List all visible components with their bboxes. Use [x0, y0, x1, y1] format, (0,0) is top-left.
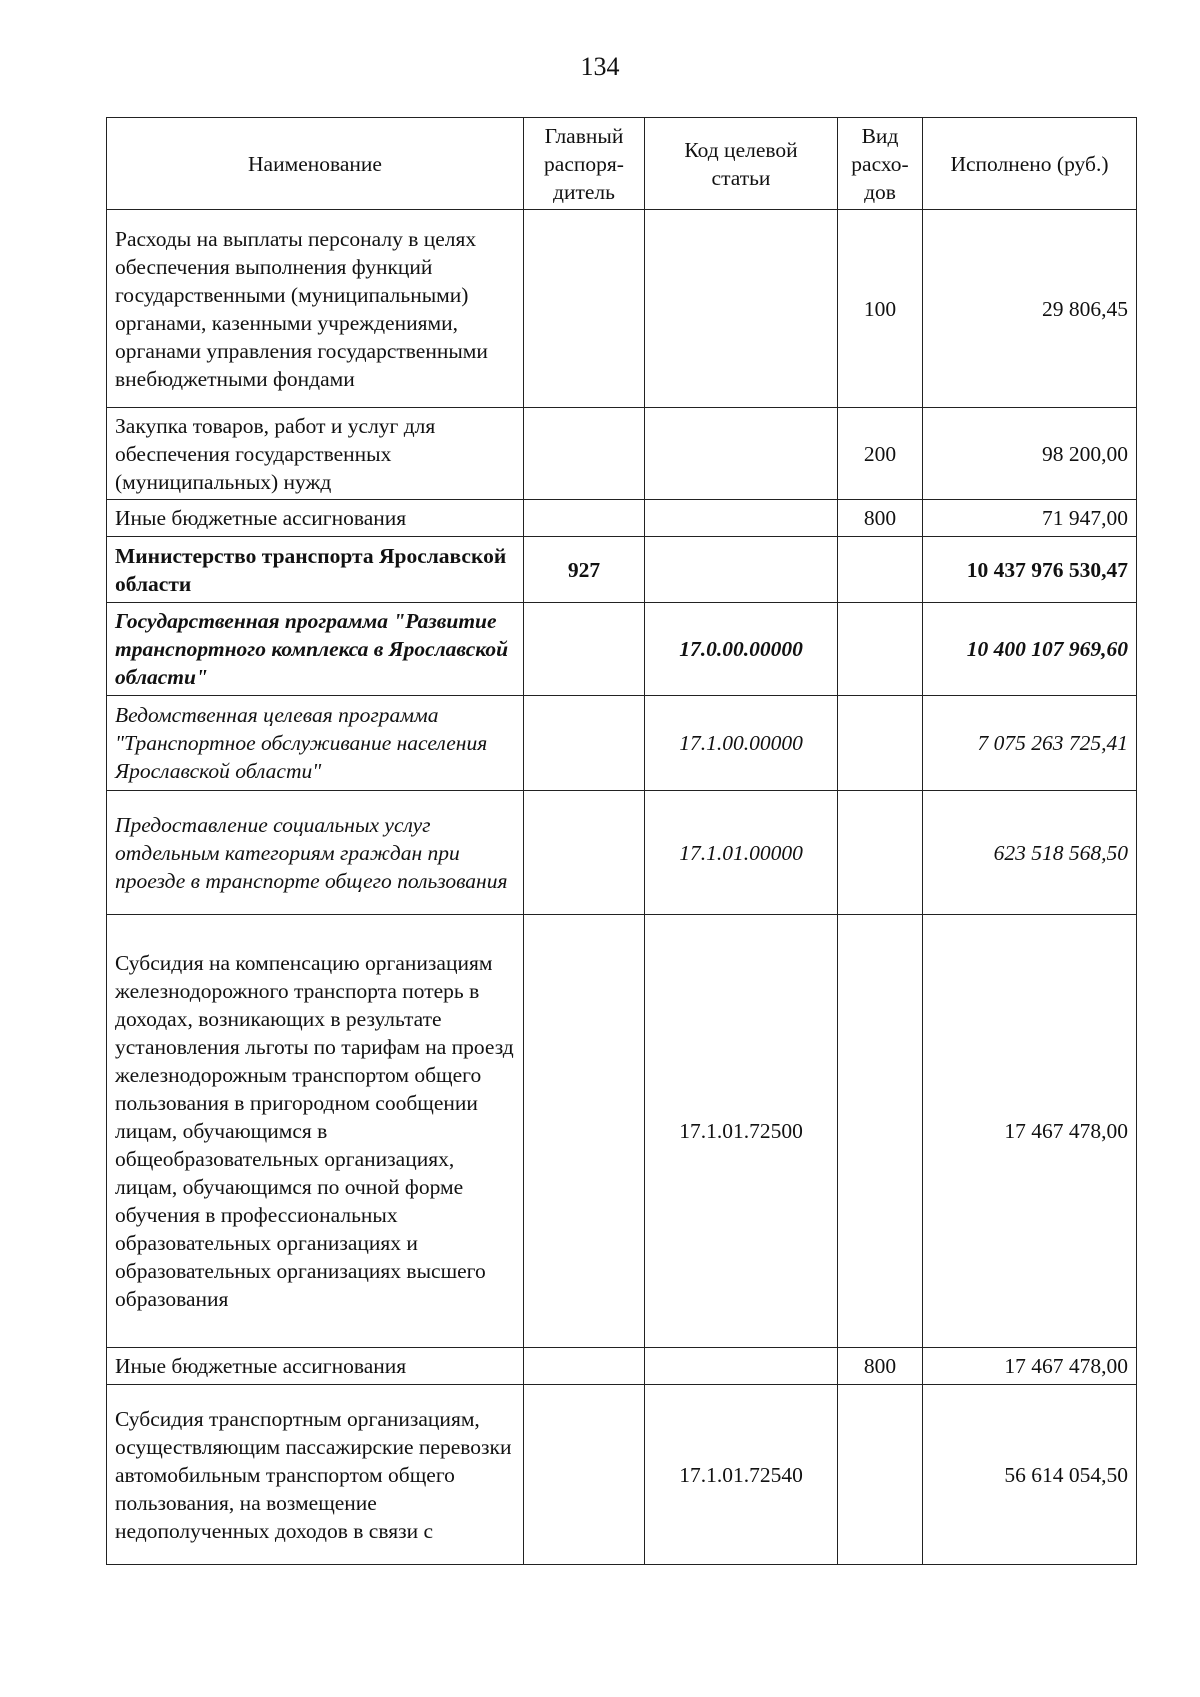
- row-expense-type: [838, 791, 923, 915]
- row-expense-type: 200: [838, 408, 923, 500]
- row-main-administrator: [524, 500, 645, 537]
- row-main-administrator: [524, 603, 645, 696]
- row-amount: 10 437 976 530,47: [923, 537, 1137, 603]
- table-header-row: [107, 118, 1137, 210]
- header-target-code: Код целевой статьи: [645, 118, 838, 210]
- row-expense-type: 800: [838, 1348, 923, 1385]
- table-row: [107, 408, 1137, 500]
- row-main-administrator: 927: [524, 537, 645, 603]
- row-target-code: 17.1.01.72540: [645, 1385, 838, 1565]
- table-row: [107, 500, 1137, 537]
- row-expense-type: [838, 1385, 923, 1565]
- row-target-code: 17.0.00.00000: [645, 603, 838, 696]
- row-amount: 623 518 568,50: [923, 791, 1137, 915]
- row-name: Субсидия на компенсацию организациям железнодорожного транспорта потерь в доходах, возникающих в результате установления льготы по тарифам на проезд железнодорожным транспортом общего пользования в пригородном сообщении лицам, обучающимся в общеобразовательных организациях, лицам, обучающимся по очной форме обучения в профессиональных образовательных организациях и образовательных организациях высшего образования: [107, 915, 524, 1348]
- row-name: Министерство транспорта Ярославской области: [107, 537, 524, 603]
- row-amount: 98 200,00: [923, 408, 1137, 500]
- header-main-administrator: Главный распоря-дитель: [524, 118, 645, 210]
- row-main-administrator: [524, 210, 645, 408]
- row-target-code: [645, 1348, 838, 1385]
- row-name: Государственная программа "Развитие транспортного комплекса в Ярославской области": [107, 603, 524, 696]
- row-expense-type: [838, 915, 923, 1348]
- row-name: Субсидия транспортным организациям, осуществляющим пассажирские перевозки автомобильным транспортом общего пользования, на возмещение недополученных доходов в связи с: [107, 1385, 524, 1565]
- row-amount: 56 614 054,50: [923, 1385, 1137, 1565]
- row-amount: 17 467 478,00: [923, 915, 1137, 1348]
- table-row: [107, 210, 1137, 408]
- row-name: Расходы на выплаты персоналу в целях обеспечения выполнения функций государственными (муниципальными) органами, казенными учреждениями, органами управления государственными внебюджетными фондами: [107, 210, 524, 408]
- row-target-code: 17.1.01.00000: [645, 791, 838, 915]
- row-amount: 71 947,00: [923, 500, 1137, 537]
- row-expense-type: [838, 537, 923, 603]
- row-target-code: 17.1.01.72500: [645, 915, 838, 1348]
- row-amount: 17 467 478,00: [923, 1348, 1137, 1385]
- row-target-code: [645, 210, 838, 408]
- header-expense-type: Вид расхо-дов: [838, 118, 923, 210]
- row-target-code: [645, 537, 838, 603]
- header-name: Наименование: [107, 118, 524, 210]
- table-row: [107, 603, 1137, 696]
- row-expense-type: [838, 603, 923, 696]
- row-amount: 7 075 263 725,41: [923, 696, 1137, 791]
- row-target-code: [645, 408, 838, 500]
- row-main-administrator: [524, 791, 645, 915]
- table-row: [107, 791, 1137, 915]
- row-amount: 10 400 107 969,60: [923, 603, 1137, 696]
- row-expense-type: [838, 696, 923, 791]
- table-row: [107, 537, 1137, 603]
- page-number: 134: [580, 52, 620, 81]
- row-name: Иные бюджетные ассигнования: [107, 1348, 524, 1385]
- table-row: [107, 696, 1137, 791]
- row-name: Закупка товаров, работ и услуг для обеспечения государственных (муниципальных) нужд: [107, 408, 524, 500]
- row-main-administrator: [524, 1348, 645, 1385]
- table-row: [107, 915, 1137, 1348]
- row-name: Иные бюджетные ассигнования: [107, 500, 524, 537]
- budget-table: [106, 117, 1137, 1565]
- row-main-administrator: [524, 915, 645, 1348]
- row-main-administrator: [524, 408, 645, 500]
- row-expense-type: 100: [838, 210, 923, 408]
- row-main-administrator: [524, 696, 645, 791]
- row-target-code: [645, 500, 838, 537]
- row-main-administrator: [524, 1385, 645, 1565]
- row-target-code: 17.1.00.00000: [645, 696, 838, 791]
- row-amount: 29 806,45: [923, 210, 1137, 408]
- table-row: [107, 1385, 1137, 1565]
- table-row: [107, 1348, 1137, 1385]
- header-executed-amount: Исполнено (руб.): [923, 118, 1137, 210]
- row-expense-type: 800: [838, 500, 923, 537]
- row-name: Ведомственная целевая программа "Транспортное обслуживание населения Ярославской области": [107, 696, 524, 791]
- row-name: Предоставление социальных услуг отдельным категориям граждан при проезде в транспорте общего пользования: [107, 791, 524, 915]
